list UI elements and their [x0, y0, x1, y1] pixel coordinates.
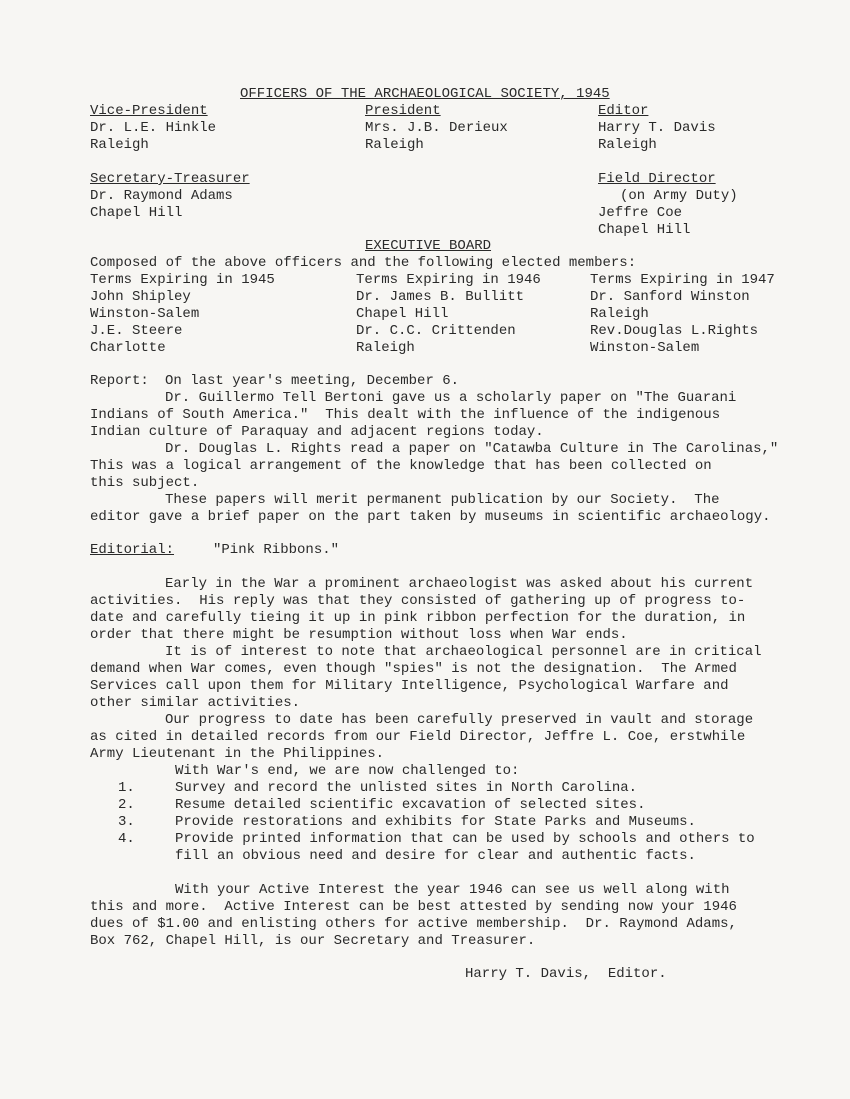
signature: Harry T. Davis, Editor. [465, 966, 667, 982]
report-text: Indian culture of Paraquay and adjacent regions today. [90, 424, 544, 440]
board-member-city: Raleigh [356, 340, 415, 356]
editorial-text: Box 762, Chapel Hill, is our Secretary and Treasurer. [90, 933, 536, 949]
vice-president-role: Vice-President [90, 103, 208, 119]
field-director-note: (on Army Duty) [620, 188, 738, 204]
vice-president-name: Dr. L.E. Hinkle [90, 120, 217, 136]
list-number: 3. [118, 814, 135, 830]
board-column-heading: Terms Expiring in 1947 [590, 272, 775, 288]
editorial-text: Our progress to date has been carefully preserved in vault and storage [165, 712, 754, 728]
editorial-text: It is of interest to note that archaeological personnel are in critical [165, 644, 762, 660]
board-member: Dr. C.C. Crittenden [356, 323, 516, 339]
executive-board-heading: EXECUTIVE BOARD [365, 238, 492, 254]
list-number: 1. [118, 780, 135, 796]
board-member: Dr. Sanford Winston [590, 289, 750, 305]
editorial-text: Early in the War a prominent archaeologist was asked about his current [165, 576, 754, 592]
editorial-text: demand when War comes, even though "spies" is not the designation. The Armed [90, 661, 737, 677]
vice-president-city: Raleigh [90, 137, 149, 153]
board-column-heading: Terms Expiring in 1946 [356, 272, 541, 288]
list-number: 2. [118, 797, 135, 813]
editorial-text: dues of $1.00 and enlisting others for active membership. Dr. Raymond Adams, [90, 916, 737, 932]
editorial-text: order that there might be resumption without loss when War ends. [90, 627, 628, 643]
board-member-city: Chapel Hill [356, 306, 449, 322]
editorial-text: With War's end, we are now challenged to: [175, 763, 520, 779]
editorial-text: Services call upon them for Military Intelligence, Psychological Warfare and [90, 678, 729, 694]
editorial-text: as cited in detailed records from our Field Director, Jeffre L. Coe, erstwhile [90, 729, 746, 745]
field-director-role: Field Director [598, 171, 716, 187]
editorial-text: Army Lieutenant in the Philippines. [90, 746, 385, 762]
secretary-treasurer-name: Dr. Raymond Adams [90, 188, 233, 204]
editorial-title: "Pink Ribbons." [213, 542, 340, 558]
president-role: President [365, 103, 441, 119]
board-member-city: Winston-Salem [90, 306, 200, 322]
secretary-treasurer-role: Secretary-Treasurer [90, 171, 250, 187]
board-member: Rev.Douglas L.Rights [590, 323, 759, 339]
secretary-treasurer-city: Chapel Hill [90, 205, 183, 221]
board-member: J.E. Steere [90, 323, 183, 339]
board-member: John Shipley [90, 289, 191, 305]
list-item: Provide printed information that can be used by schools and others to [175, 831, 755, 847]
report-text: These papers will merit permanent publication by our Society. The [165, 492, 720, 508]
editorial-text: With your Active Interest the year 1946 can see us well along with [175, 882, 730, 898]
field-director-name: Jeffre Coe [598, 205, 683, 221]
board-member-city: Charlotte [90, 340, 166, 356]
editorial-text: this and more. Active Interest can be best attested by sending now your 1946 [90, 899, 737, 915]
board-column-heading: Terms Expiring in 1945 [90, 272, 275, 288]
list-number: 4. [118, 831, 135, 847]
board-member: Dr. James B. Bullitt [356, 289, 525, 305]
editor-city: Raleigh [598, 137, 657, 153]
president-name: Mrs. J.B. Derieux [365, 120, 508, 136]
list-item: Provide restorations and exhibits for State Parks and Museums. [175, 814, 696, 830]
page-title: OFFICERS OF THE ARCHAEOLOGICAL SOCIETY, 1945 [240, 86, 610, 102]
report-text: This was a logical arrangement of the knowledge that has been collected on [90, 458, 712, 474]
editorial-label: Editorial: [90, 542, 175, 558]
editorial-text: date and carefully tieing it up in pink ribbon perfection for the duration, in [90, 610, 746, 626]
report-first-line: On last year's meeting, December 6. [165, 373, 460, 389]
editor-role: Editor [598, 103, 649, 119]
board-member-city: Winston-Salem [590, 340, 700, 356]
editorial-text: other similar activities. [90, 695, 301, 711]
executive-board-intro: Composed of the above officers and the following elected members: [90, 255, 637, 271]
field-director-city: Chapel Hill [598, 222, 691, 238]
report-text: Dr. Guillermo Tell Bertoni gave us a scholarly paper on "The Guarani [165, 390, 737, 406]
president-city: Raleigh [365, 137, 424, 153]
list-item: Resume detailed scientific excavation of selected sites. [175, 797, 646, 813]
report-text: this subject. [90, 475, 200, 491]
list-item: fill an obvious need and desire for clear and authentic facts. [175, 848, 696, 864]
report-text: editor gave a brief paper on the part taken by museums in scientific archaeology. [90, 509, 771, 525]
editor-name: Harry T. Davis [598, 120, 716, 136]
report-text: Dr. Douglas L. Rights read a paper on "Catawba Culture in The Carolinas," [165, 441, 779, 457]
list-item: Survey and record the unlisted sites in North Carolina. [175, 780, 638, 796]
board-member-city: Raleigh [590, 306, 649, 322]
report-text: Indians of South America." This dealt with the influence of the indigenous [90, 407, 721, 423]
editorial-text: activities. His reply was that they consisted of gathering up of progress to- [90, 593, 746, 609]
report-label: Report: [90, 373, 149, 389]
